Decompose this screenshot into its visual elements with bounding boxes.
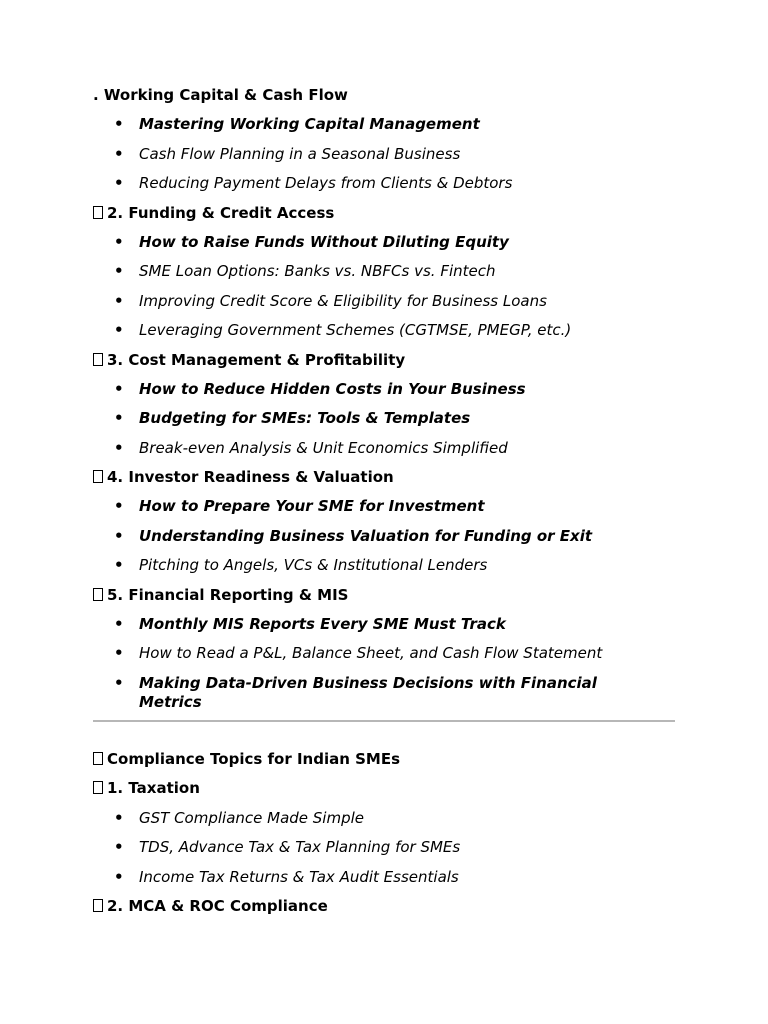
section-heading-text: Compliance Topics for Indian SMEs bbox=[107, 750, 401, 768]
bullet-icon: • bbox=[114, 232, 124, 251]
list-item bbox=[93, 321, 675, 340]
section-heading bbox=[93, 468, 675, 487]
section-heading bbox=[93, 204, 675, 223]
list-item bbox=[93, 838, 675, 857]
bullet-icon: • bbox=[114, 321, 124, 340]
section-heading bbox=[93, 779, 675, 798]
missing-glyph-icon bbox=[93, 899, 103, 912]
bullet-icon: • bbox=[114, 115, 124, 134]
list-item-text: Leveraging Government Schemes (CGTMSE, PMEGP, etc.) bbox=[139, 321, 572, 340]
missing-glyph-icon bbox=[93, 206, 103, 219]
bullet-icon: • bbox=[114, 174, 124, 193]
bullet-icon: • bbox=[114, 615, 124, 634]
section-heading-text: 4. Investor Readiness & Valuation bbox=[107, 468, 394, 487]
topic-list bbox=[93, 497, 675, 575]
bullet-icon: • bbox=[114, 291, 124, 310]
list-item-text: How to Reduce Hidden Costs in Your Business bbox=[139, 379, 526, 398]
list-item-text: How to Raise Funds Without Diluting Equity bbox=[139, 232, 509, 251]
bullet-icon: • bbox=[114, 262, 124, 281]
topic-list bbox=[93, 380, 675, 458]
list-item bbox=[93, 439, 675, 458]
list-item-text: TDS, Advance Tax & Tax Planning for SMEs bbox=[139, 838, 461, 857]
bullet-icon: • bbox=[114, 808, 124, 827]
list-item-text: Improving Credit Score & Eligibility for Business Loans bbox=[139, 291, 547, 310]
missing-glyph-icon bbox=[93, 470, 103, 483]
list-item-text: Break-even Analysis & Unit Economics Simplified bbox=[139, 438, 508, 457]
section-heading bbox=[93, 86, 675, 105]
topic-list bbox=[93, 233, 675, 340]
list-item-text: Pitching to Angels, VCs & Institutional Lenders bbox=[139, 556, 488, 575]
bullet-icon: • bbox=[114, 497, 124, 516]
section-heading bbox=[93, 351, 675, 370]
section-heading bbox=[93, 897, 675, 916]
list-item bbox=[93, 527, 675, 546]
section-heading-text: 3. Cost Management & Profitability bbox=[107, 350, 406, 369]
list-item-text: Budgeting for SMEs: Tools & Templates bbox=[139, 409, 471, 428]
section-heading bbox=[93, 586, 675, 605]
list-item bbox=[93, 145, 675, 164]
topic-list bbox=[93, 809, 675, 887]
list-item-text: Mastering Working Capital Management bbox=[139, 115, 480, 134]
section-heading bbox=[93, 750, 675, 769]
list-item bbox=[93, 809, 675, 828]
list-item bbox=[93, 644, 675, 663]
compliance-body bbox=[93, 750, 675, 926]
list-item bbox=[93, 262, 675, 281]
bullet-icon: • bbox=[114, 644, 124, 663]
section-heading-text: 1. Taxation bbox=[107, 779, 200, 798]
bullet-icon: • bbox=[114, 838, 124, 857]
list-item-text: Making Data-Driven Business Decisions with Financial Metrics bbox=[139, 673, 597, 711]
section-heading-text: 2. Funding & Credit Access bbox=[107, 203, 335, 222]
list-item bbox=[93, 174, 675, 193]
document-body bbox=[93, 86, 675, 722]
missing-glyph-icon bbox=[93, 781, 103, 794]
topic-list bbox=[93, 615, 675, 712]
section-divider bbox=[93, 720, 675, 722]
list-item bbox=[93, 380, 675, 399]
list-item bbox=[93, 868, 675, 887]
list-item bbox=[93, 233, 675, 252]
list-item-text: Reducing Payment Delays from Clients & Debtors bbox=[139, 174, 513, 193]
bullet-icon: • bbox=[114, 556, 124, 575]
list-item bbox=[93, 556, 675, 575]
list-item-text: SME Loan Options: Banks vs. NBFCs vs. Fintech bbox=[139, 262, 496, 281]
section-heading-text: . Working Capital & Cash Flow bbox=[93, 86, 348, 104]
bullet-icon: • bbox=[114, 673, 124, 692]
list-item-text: Cash Flow Planning in a Seasonal Business bbox=[139, 144, 461, 163]
list-item bbox=[93, 497, 675, 516]
list-item bbox=[93, 674, 675, 712]
list-item bbox=[93, 292, 675, 311]
list-item-text: How to Read a P&L, Balance Sheet, and Cash Flow Statement bbox=[139, 644, 603, 663]
bullet-icon: • bbox=[114, 379, 124, 398]
list-item-text: Understanding Business Valuation for Funding or Exit bbox=[139, 526, 593, 545]
bullet-icon: • bbox=[114, 144, 124, 163]
list-item-text: Income Tax Returns & Tax Audit Essentials bbox=[139, 867, 459, 886]
section-heading-text: 5. Financial Reporting & MIS bbox=[107, 585, 349, 604]
missing-glyph-icon bbox=[93, 588, 103, 601]
bullet-icon: • bbox=[114, 438, 124, 457]
bullet-icon: • bbox=[114, 409, 124, 428]
topic-list bbox=[93, 115, 675, 193]
list-item-text: How to Prepare Your SME for Investment bbox=[139, 497, 485, 516]
list-item bbox=[93, 615, 675, 634]
bullet-icon: • bbox=[114, 526, 124, 545]
list-item bbox=[93, 115, 675, 134]
list-item bbox=[93, 409, 675, 428]
list-item-text: GST Compliance Made Simple bbox=[139, 808, 365, 827]
bullet-icon: • bbox=[114, 867, 124, 886]
section-heading-text: 2. MCA & ROC Compliance bbox=[107, 896, 328, 915]
missing-glyph-icon bbox=[93, 752, 103, 765]
list-item-text: Monthly MIS Reports Every SME Must Track bbox=[139, 615, 506, 634]
missing-glyph-icon bbox=[93, 353, 103, 366]
